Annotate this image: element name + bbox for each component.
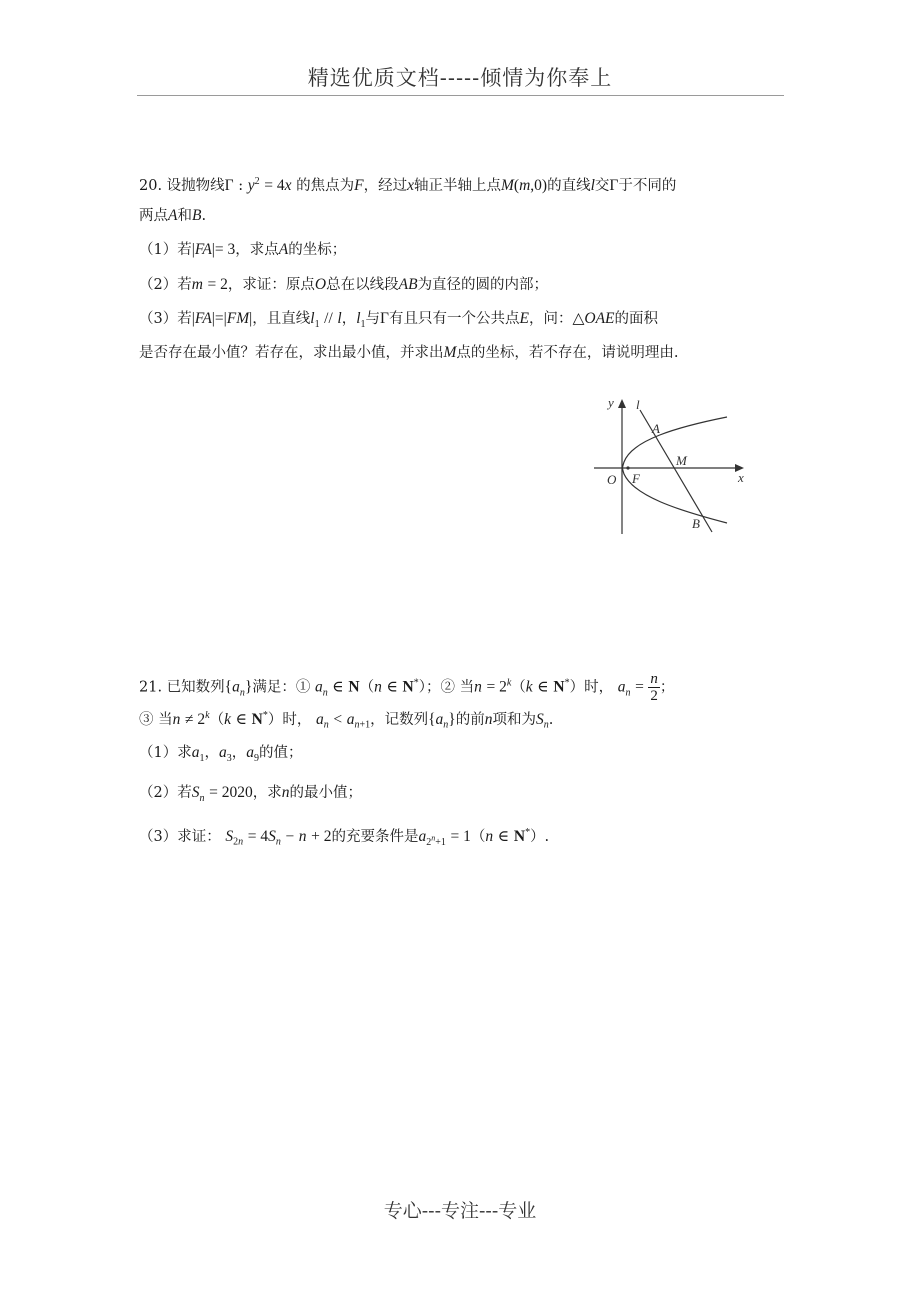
q20-text: 是否存在最小值？若存在，求出最小值，并求出 (139, 345, 444, 361)
q21-text: ）；② 当 (418, 679, 475, 696)
focus-point (626, 466, 629, 469)
q20-text: 的面积 (614, 311, 659, 327)
label-M: M (676, 453, 687, 468)
q20-text: 总在以线段 (326, 277, 399, 293)
page-footer: 专心---专注---专业 (383, 1200, 537, 1222)
q21-text: 的充要条件是 (331, 828, 419, 845)
q21-text: ， (231, 745, 247, 761)
q21-part-2: （2）若$S_n = 2020$，求n的最小值； (139, 784, 362, 804)
q21-text: . (548, 711, 554, 728)
header-divider (137, 95, 784, 96)
q20-text: ，且直线 (252, 311, 311, 327)
label-B: B (692, 516, 700, 531)
q21-text: （1）求 (139, 745, 192, 761)
q20-text: ，求证：原点 (227, 277, 315, 293)
q20-text: 点的坐标，若不存在，请说明理由. (456, 345, 679, 361)
label-O: O (607, 472, 617, 487)
q20-text: 交 (594, 177, 610, 194)
q20-part-2: （2）若m = 2，求证：原点O总在以线段AB为直径的圆的内部； (139, 276, 549, 293)
q21-text: （ (359, 679, 375, 696)
q20-text: （2）若 (139, 277, 192, 293)
fraction-n-over-2: $\frac{n}{2}$ (650, 671, 658, 704)
q21-text: （ (209, 711, 225, 728)
q21-number: 21. (139, 679, 163, 696)
q21-text: ）时， (267, 711, 312, 728)
q20-text: （3）若 (139, 311, 192, 327)
q20-line-2: 两点A和B. (139, 207, 207, 224)
q21-text: 的前 (455, 711, 485, 728)
q21-line-2: ③ 当$n \ne 2^k(k$ ∈ N*）时， $a_n < a_{n+1}$，记数列$\{a_n\}$的前n项和为$S_n$. (139, 710, 554, 731)
q20-text: ， (341, 311, 357, 327)
q20-part-3-cont: 是否存在最小值？若存在，求出最小值，并求出M点的坐标，若不存在，请说明理由. (139, 344, 679, 361)
parabola-figure (592, 392, 752, 542)
q21-text: （ (470, 828, 486, 845)
q20-text: 两点 (139, 208, 168, 224)
q20-text: 的直线 (547, 177, 591, 194)
q20-text: 有且只有一个公共点 (389, 311, 520, 327)
label-y: y (608, 395, 614, 410)
q21-text: 已知数列 (166, 679, 225, 696)
q21-text: 满足：① (252, 679, 311, 696)
q20-text: （1）若 (139, 242, 192, 258)
q20-text: 和 (177, 208, 192, 224)
q21-part-1: （1）求$a_1$，$a_3$，$a_9$的值； (139, 744, 303, 764)
y-axis-arrow-icon (618, 399, 626, 408)
q21-text: 的最小值； (289, 785, 362, 801)
q20-text: 的焦点为 (296, 177, 355, 194)
q21-text: （3）求证： (139, 828, 221, 845)
label-F: F (632, 471, 640, 486)
q20-part-1: （1）若|FA|= 3，求点A的坐标； (139, 241, 347, 258)
q20-text: 轴正半轴上点 (413, 177, 501, 194)
q20-line-1: 20. 设抛物线Γ : $y^2 = 4x$ 的焦点为F，经过x轴正半轴上点M(m,0)的直线l交Γ于不同的 (139, 176, 677, 194)
page-header: 精选优质文档-----倾情为你奉上 (307, 66, 613, 90)
q20-text: 与 (365, 311, 381, 327)
q21-text: ）时， (569, 679, 614, 696)
q20-part-3: （3）若|FA|=|FM|，且直线$l_1$ // l，$l_1$与Γ有且只有一个公共点E，问：△OAE的面积 (139, 310, 659, 330)
line-l (640, 410, 712, 532)
q21-text: ，记数列 (370, 711, 429, 728)
q21-text: （ (511, 679, 526, 696)
q21-line-1: 21. 已知数列$\{a_n\}$满足：① $a_n$ ∈ N（n ∈ N*）；② 当$n = 2^k(k$ ∈ N*）时， $a_n$ = $\frac{n}{2}$ ； (139, 671, 675, 704)
q20-text: ，经过 (363, 177, 408, 194)
q21-text: ， (204, 745, 219, 761)
q20-text: 的坐标； (288, 242, 347, 258)
q21-text: ，求 (252, 785, 282, 801)
label-l: l (636, 397, 640, 412)
q20-text: 为直径的圆的内部； (417, 277, 549, 293)
q21-text: ③ 当 (139, 711, 173, 728)
q20-text: 于不同的 (618, 177, 677, 194)
q20-number: 20. (139, 177, 163, 194)
label-x: x (738, 470, 744, 485)
label-A: A (652, 421, 660, 436)
q21-text: ）. (530, 828, 550, 845)
q20-text: 设抛物线 (166, 177, 225, 194)
q20-text: ，求点 (235, 242, 279, 258)
q21-text: （2）若 (139, 785, 192, 801)
q21-text: ； (659, 679, 675, 696)
q21-text: 的值； (258, 745, 303, 761)
q21-part-3: （3）求证： $S_{2n} = 4S_n - n + 2$的充要条件是$a_{2^n+1} = 1(n$ ∈ N*）. (139, 827, 550, 848)
q20-text: ，问： (528, 311, 573, 327)
q21-text: 项和为 (492, 711, 536, 728)
